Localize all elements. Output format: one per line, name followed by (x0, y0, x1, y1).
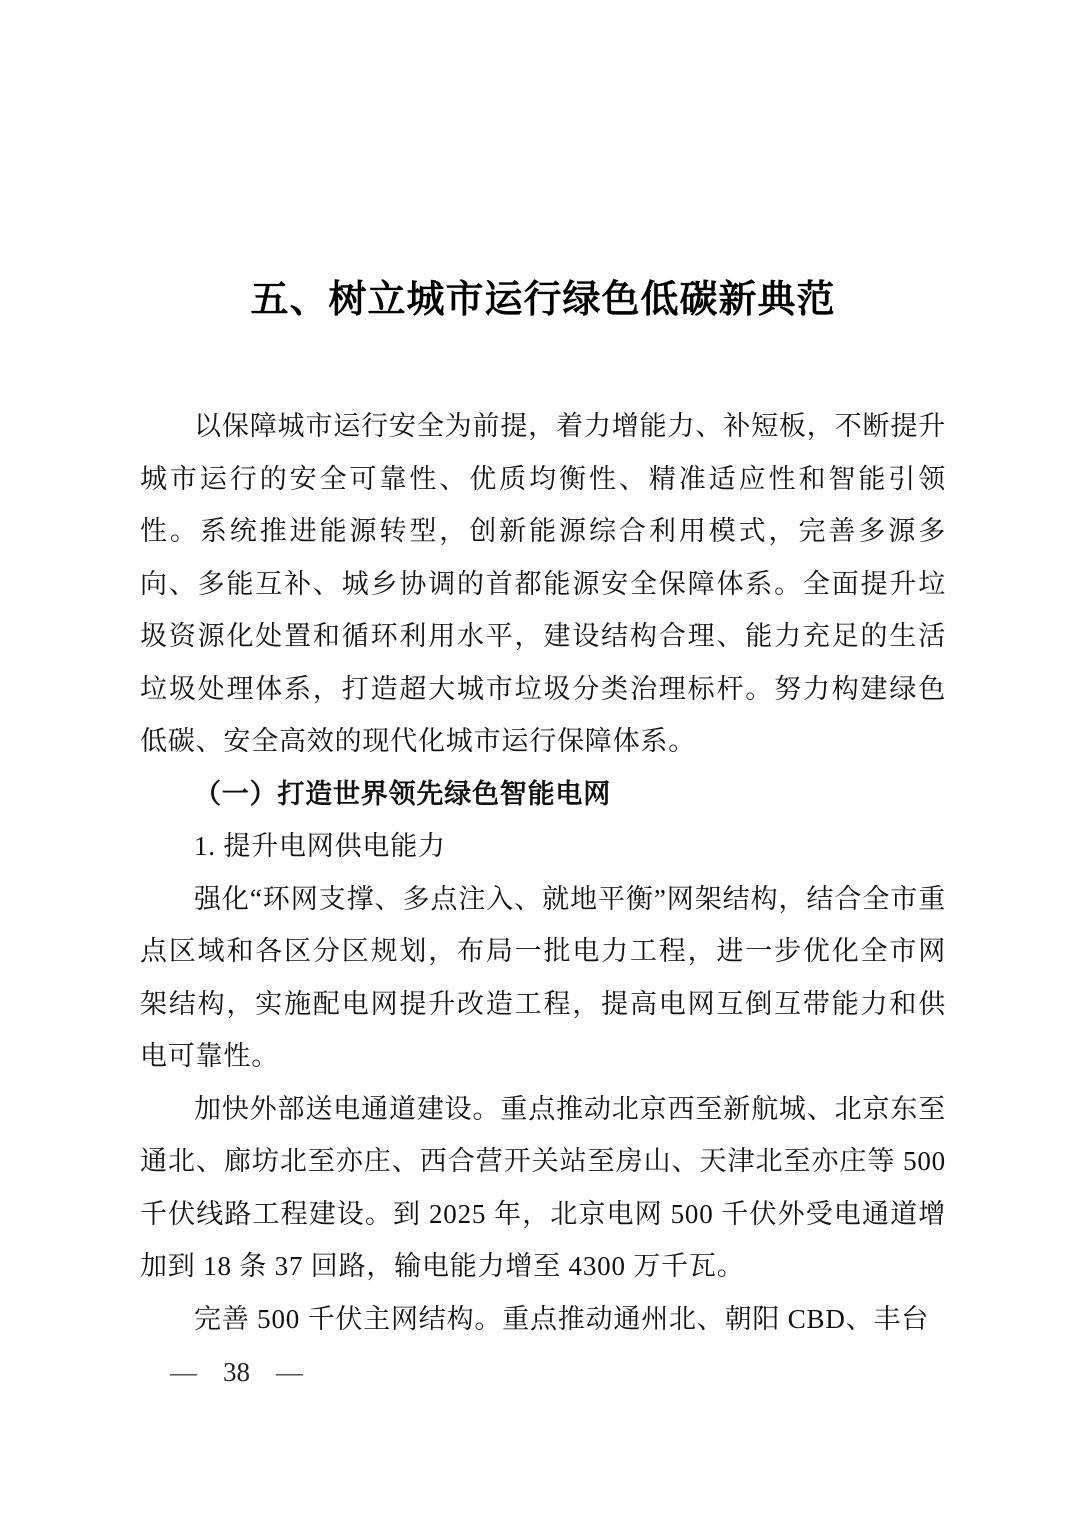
paragraph-overview: 以保障城市运行安全为前提，着力增能力、补短板，不断提升城市运行的安全可靠性、优质均衡性、精准适应性和智能引领性。系统推进能源转型，创新能源综合利用模式，完善多源多向、多能互补、城乡协调的首都能源安全保障体系。全面提升垃圾资源化处置和循环利用水平，建设结构合理、能力充足的生活垃圾处理体系，打造超大城市垃圾分类治理标杆。努力构建绿色低碳、安全高效的现代化城市运行保障体系。 (140, 411, 946, 756)
page-number: 38 (223, 1357, 250, 1387)
footer-right-dash: — (276, 1357, 303, 1387)
paragraph-grid-structure: 强化“环网支撑、多点注入、就地平衡”网架结构，结合全市重点区域和各区分区规划，布局一批电力工程，进一步优化全市网架结构，实施配电网提升改造工程，提高电网互倒互带能力和供电可靠性。 (140, 883, 946, 1071)
footer-left-dash: — (170, 1357, 197, 1387)
paragraph-main-grid-500kv: 完善 500 千伏主网结构。重点推动通州北、朝阳 CBD、丰台 (194, 1303, 930, 1334)
subsection-heading-green-smart-grid: （一）打造世界领先绿色智能电网 (194, 778, 611, 809)
page-footer (170, 1352, 303, 1392)
paragraph-external-transmission: 加快外部送电通道建设。重点推动北京西至新航城、北京东至通北、廊坊北至亦庄、西合营开关站至房山、天津北至亦庄等 500 千伏线路工程建设。到 2025 年，北京电网 500 千伏外受电通道增加到 18 条 37 回路，输电能力增至 4300 万千瓦。 (140, 1093, 946, 1281)
subitem-heading-power-supply-capacity: 1. 提升电网供电能力 (194, 831, 446, 861)
section-title: 五、树立城市运行绿色低碳新典范 (250, 279, 836, 321)
document-content (140, 270, 946, 1345)
